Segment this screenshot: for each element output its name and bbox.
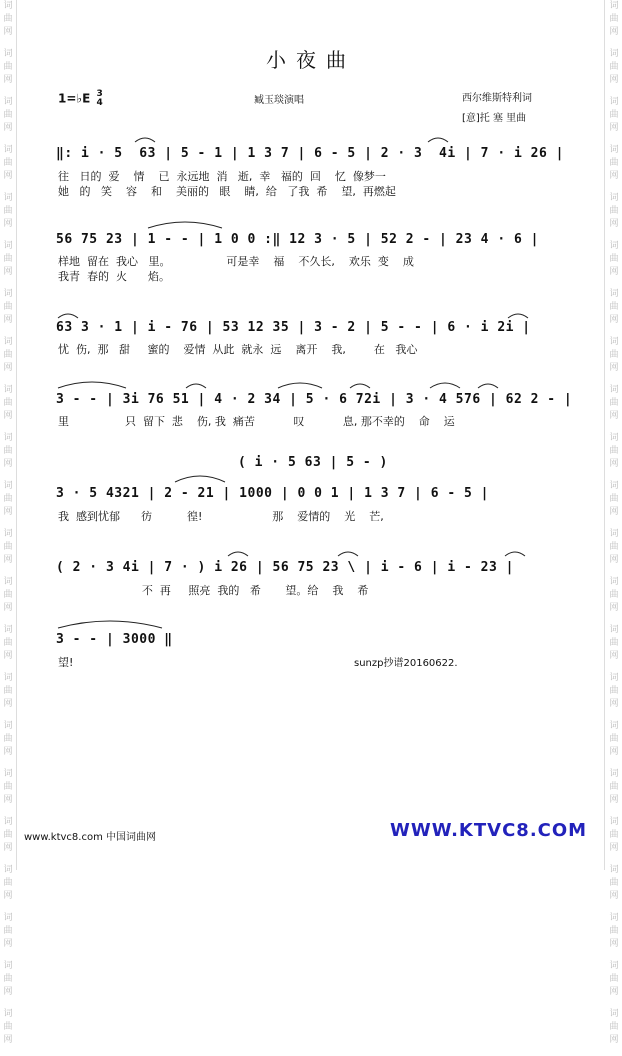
watermark-char: 曲 bbox=[609, 974, 619, 984]
watermark-char: 词 bbox=[609, 913, 619, 923]
watermark-char: 曲 bbox=[609, 926, 619, 936]
watermark-char: 网 bbox=[3, 75, 13, 85]
watermark-char: 曲 bbox=[609, 302, 619, 312]
watermark-char: 曲 bbox=[609, 782, 619, 792]
watermark-char: 词 bbox=[609, 337, 619, 347]
watermark-char: 曲 bbox=[609, 638, 619, 648]
lyric-line: 不 再 照亮 我的 希 望。给 我 希 bbox=[58, 584, 369, 597]
watermark-char: 网 bbox=[3, 939, 13, 949]
watermark-char: 词 bbox=[3, 145, 13, 155]
slur-mark bbox=[58, 314, 78, 318]
watermark-char: 网 bbox=[609, 507, 619, 517]
notation-row: 3 - - | 3i 76 51 | 4 · 2 34 | 5 · 6 72i | 3 · 4 576 | 62 2 - | bbox=[56, 392, 573, 407]
watermark-char: 曲 bbox=[3, 206, 13, 216]
slur-mark bbox=[148, 222, 222, 228]
notation-row: ‖: i · 5 63 | 5 - 1 | 1 3 7 | 6 - 5 | 2 · 3 4i | 7 · i 26 | bbox=[56, 146, 564, 161]
watermark-char: 词 bbox=[609, 673, 619, 683]
watermark-char: 曲 bbox=[3, 158, 13, 168]
watermark-char: 网 bbox=[3, 267, 13, 277]
lyricist-credit: 西尔维斯特利词 bbox=[462, 93, 532, 104]
watermark-char: 曲 bbox=[609, 878, 619, 888]
watermark-char: 词 bbox=[3, 577, 13, 587]
slur-mark bbox=[175, 476, 225, 482]
watermark-char: 网 bbox=[609, 939, 619, 949]
lyric-line: 里 只 留下 悲 伤, 我 痛苦 叹 息, 那不幸的 命 运 bbox=[58, 415, 455, 428]
watermark-char: 词 bbox=[3, 337, 13, 347]
watermark-char: 曲 bbox=[3, 446, 13, 456]
watermark-char: 曲 bbox=[3, 542, 13, 552]
watermark-char: 词 bbox=[609, 625, 619, 635]
watermark-char: 词 bbox=[609, 49, 619, 59]
watermark-char: 词 bbox=[3, 865, 13, 875]
lyric-line: 我青 春的 火 焰。 bbox=[58, 270, 170, 283]
watermark-char: 网 bbox=[3, 123, 13, 133]
watermark-char: 词 bbox=[609, 145, 619, 155]
watermark-char: 曲 bbox=[3, 782, 13, 792]
watermark-char: 词 bbox=[3, 625, 13, 635]
watermark-char: 网 bbox=[3, 363, 13, 373]
watermark-char: 曲 bbox=[3, 638, 13, 648]
watermark-char: 曲 bbox=[3, 974, 13, 984]
notation-row: 63 3 · 1 | i - 76 | 53 12 35 | 3 - 2 | 5 - - | 6 · i 2i | bbox=[56, 320, 531, 335]
transcriber-credit: sunzp抄谱20160622. bbox=[354, 658, 458, 669]
watermark-char: 词 bbox=[3, 769, 13, 779]
notation-row: 3 · 5 4321 | 2 - 21 | 1000 | 0 0 1 | 1 3 7 | 6 - 5 | bbox=[56, 486, 489, 501]
watermark-char: 词 bbox=[3, 1009, 13, 1019]
watermark-char: 词 bbox=[609, 385, 619, 395]
lyric-line: 忧 伤, 那 甜 蜜的 爱情 从此 就永 远 离开 我, 在 我心 bbox=[58, 343, 418, 356]
watermark-char: 曲 bbox=[3, 398, 13, 408]
watermark-char: 网 bbox=[3, 555, 13, 565]
lyric-line: 望! bbox=[58, 656, 74, 669]
notation-row: ( 2 · 3 4i | 7 · ) i 26 | 56 75 23 \ | i - 6 | i - 23 | bbox=[56, 560, 514, 575]
watermark-char: 网 bbox=[609, 75, 619, 85]
watermark-char: 曲 bbox=[609, 590, 619, 600]
watermark-char: 词 bbox=[3, 241, 13, 251]
watermark-char: 曲 bbox=[3, 686, 13, 696]
watermark-char: 曲 bbox=[609, 14, 619, 24]
watermark-char: 词 bbox=[609, 193, 619, 203]
watermark-char: 曲 bbox=[609, 206, 619, 216]
watermark-char: 词 bbox=[3, 1, 13, 11]
watermark-char: 曲 bbox=[609, 494, 619, 504]
watermark-char: 曲 bbox=[609, 62, 619, 72]
interlude-row: ( i · 5 63 | 5 - ) bbox=[238, 455, 388, 470]
lyric-line: 样地 留在 我心 里。 可是幸 福 不久长, 欢乐 变 成 bbox=[58, 255, 414, 268]
watermark-char: 曲 bbox=[609, 350, 619, 360]
watermark-char: 词 bbox=[609, 961, 619, 971]
slur-mark bbox=[478, 384, 498, 388]
watermark-char: 网 bbox=[609, 555, 619, 565]
watermark-char: 网 bbox=[3, 171, 13, 181]
watermark-char: 词 bbox=[3, 817, 13, 827]
watermark-char: 曲 bbox=[609, 686, 619, 696]
watermark-char: 词 bbox=[3, 433, 13, 443]
watermark-char: 网 bbox=[609, 699, 619, 709]
watermark-char: 网 bbox=[609, 123, 619, 133]
watermark-char: 网 bbox=[3, 459, 13, 469]
lyric-line: 往 日的 爱 情 已 永远地 消 逝, 幸 福的 回 忆 像梦一 bbox=[58, 170, 386, 183]
slur-mark bbox=[430, 383, 460, 388]
watermark-char: 网 bbox=[3, 795, 13, 805]
watermark-char: 词 bbox=[3, 289, 13, 299]
watermark-char: 词 bbox=[609, 577, 619, 587]
watermark-char: 词 bbox=[3, 961, 13, 971]
watermark-char: 词 bbox=[609, 241, 619, 251]
watermark-char: 网 bbox=[3, 891, 13, 901]
watermark-char: 网 bbox=[609, 171, 619, 181]
composer-credit: [意]托 塞 里曲 bbox=[462, 113, 527, 124]
watermark-char: 曲 bbox=[609, 830, 619, 840]
singer-credit: 臧玉琰演唱 bbox=[254, 95, 304, 106]
watermark-char: 词 bbox=[609, 769, 619, 779]
slur-mark bbox=[508, 314, 528, 318]
watermark-char: 词 bbox=[3, 385, 13, 395]
watermark-char: 词 bbox=[609, 721, 619, 731]
slur-mark bbox=[505, 552, 525, 556]
notation-row: 56 75 23 | 1 - - | 1 0 0 :‖ 12 3 · 5 | 52 2 - | 23 4 · 6 | bbox=[56, 232, 539, 247]
watermark-char: 曲 bbox=[3, 62, 13, 72]
watermark-char: 词 bbox=[3, 49, 13, 59]
watermark-char: 网 bbox=[3, 747, 13, 757]
watermark-char: 词 bbox=[609, 1, 619, 11]
watermark-char: 词 bbox=[3, 721, 13, 731]
watermark-char: 网 bbox=[609, 651, 619, 661]
watermark-char: 曲 bbox=[609, 254, 619, 264]
watermark-char: 网 bbox=[3, 1035, 13, 1045]
watermark-char: 网 bbox=[609, 27, 619, 37]
meter-top: 3 bbox=[96, 89, 103, 99]
lyric-line: 我 感到忧郁 彷 徨! 那 爱情的 光 芒, bbox=[58, 510, 384, 523]
watermark-char: 网 bbox=[609, 747, 619, 757]
watermark-char: 曲 bbox=[609, 110, 619, 120]
watermark-char: 网 bbox=[609, 267, 619, 277]
slur-mark bbox=[338, 552, 358, 556]
watermark-char: 网 bbox=[3, 315, 13, 325]
watermark-char: 曲 bbox=[609, 1022, 619, 1032]
watermark-char: 曲 bbox=[3, 1022, 13, 1032]
watermark-char: 曲 bbox=[609, 542, 619, 552]
watermark-char: 词 bbox=[3, 913, 13, 923]
watermark-char: 曲 bbox=[3, 734, 13, 744]
key-text: 1=♭E bbox=[58, 91, 91, 106]
watermark-char: 网 bbox=[609, 891, 619, 901]
watermark-char: 词 bbox=[3, 673, 13, 683]
watermark-char: 词 bbox=[609, 817, 619, 827]
watermark-char: 曲 bbox=[609, 446, 619, 456]
watermark-char: 曲 bbox=[609, 734, 619, 744]
footer-site-text: www.ktvc8.com 中国词曲网 bbox=[24, 832, 157, 843]
watermark-char: 网 bbox=[3, 603, 13, 613]
watermark-char: 词 bbox=[609, 865, 619, 875]
watermark-char: 词 bbox=[609, 289, 619, 299]
watermark-char: 词 bbox=[609, 529, 619, 539]
watermark-char: 词 bbox=[3, 97, 13, 107]
watermark-char: 网 bbox=[3, 699, 13, 709]
watermark-char: 曲 bbox=[3, 590, 13, 600]
watermark-char: 词 bbox=[609, 97, 619, 107]
slur-mark bbox=[186, 384, 206, 388]
watermark-char: 词 bbox=[609, 433, 619, 443]
watermark-char: 网 bbox=[3, 27, 13, 37]
watermark-char: 曲 bbox=[3, 254, 13, 264]
slur-mark bbox=[350, 384, 370, 388]
notation-row: 3 - - | 3000 ‖ bbox=[56, 632, 173, 647]
watermark-char: 网 bbox=[609, 795, 619, 805]
watermark-char: 曲 bbox=[3, 830, 13, 840]
slur-mark bbox=[278, 383, 322, 388]
watermark-char: 网 bbox=[3, 219, 13, 229]
slur-mark bbox=[58, 621, 162, 628]
slur-mark bbox=[58, 382, 126, 388]
watermark-char: 网 bbox=[609, 843, 619, 853]
meter-bottom: 4 bbox=[96, 98, 103, 108]
watermark-char: 曲 bbox=[3, 878, 13, 888]
watermark-char: 曲 bbox=[3, 494, 13, 504]
watermark-char: 网 bbox=[609, 219, 619, 229]
watermark-char: 曲 bbox=[609, 398, 619, 408]
slur-mark bbox=[135, 138, 155, 142]
watermark-char: 网 bbox=[609, 315, 619, 325]
watermark-char: 词 bbox=[3, 481, 13, 491]
watermark-char: 曲 bbox=[3, 350, 13, 360]
watermark-char: 词 bbox=[3, 193, 13, 203]
watermark-char: 网 bbox=[609, 459, 619, 469]
watermark-char: 网 bbox=[3, 987, 13, 997]
watermark-char: 网 bbox=[3, 843, 13, 853]
watermark-char: 曲 bbox=[3, 14, 13, 24]
slur-mark bbox=[428, 138, 448, 142]
watermark-char: 网 bbox=[609, 363, 619, 373]
watermark-char: 曲 bbox=[3, 302, 13, 312]
watermark-char: 网 bbox=[3, 507, 13, 517]
watermark-char: 网 bbox=[609, 987, 619, 997]
watermark-char: 曲 bbox=[3, 110, 13, 120]
watermark-char: 词 bbox=[609, 1009, 619, 1019]
footer-site-logo: WWW.KTVC8.COM bbox=[390, 820, 588, 841]
watermark-char: 词 bbox=[3, 529, 13, 539]
song-title: 小夜曲 bbox=[266, 48, 356, 72]
watermark-char: 网 bbox=[609, 603, 619, 613]
watermark-char: 网 bbox=[3, 411, 13, 421]
watermark-char: 网 bbox=[609, 411, 619, 421]
slur-mark bbox=[228, 552, 248, 556]
watermark-char: 词 bbox=[609, 481, 619, 491]
lyric-line: 她 的 笑 容 和 美丽的 眼 睛, 给 了我 希 望, 再燃起 bbox=[58, 185, 396, 198]
watermark-char: 网 bbox=[609, 1035, 619, 1045]
watermark-char: 曲 bbox=[609, 158, 619, 168]
watermark-char: 曲 bbox=[3, 926, 13, 936]
watermark-char: 网 bbox=[3, 651, 13, 661]
